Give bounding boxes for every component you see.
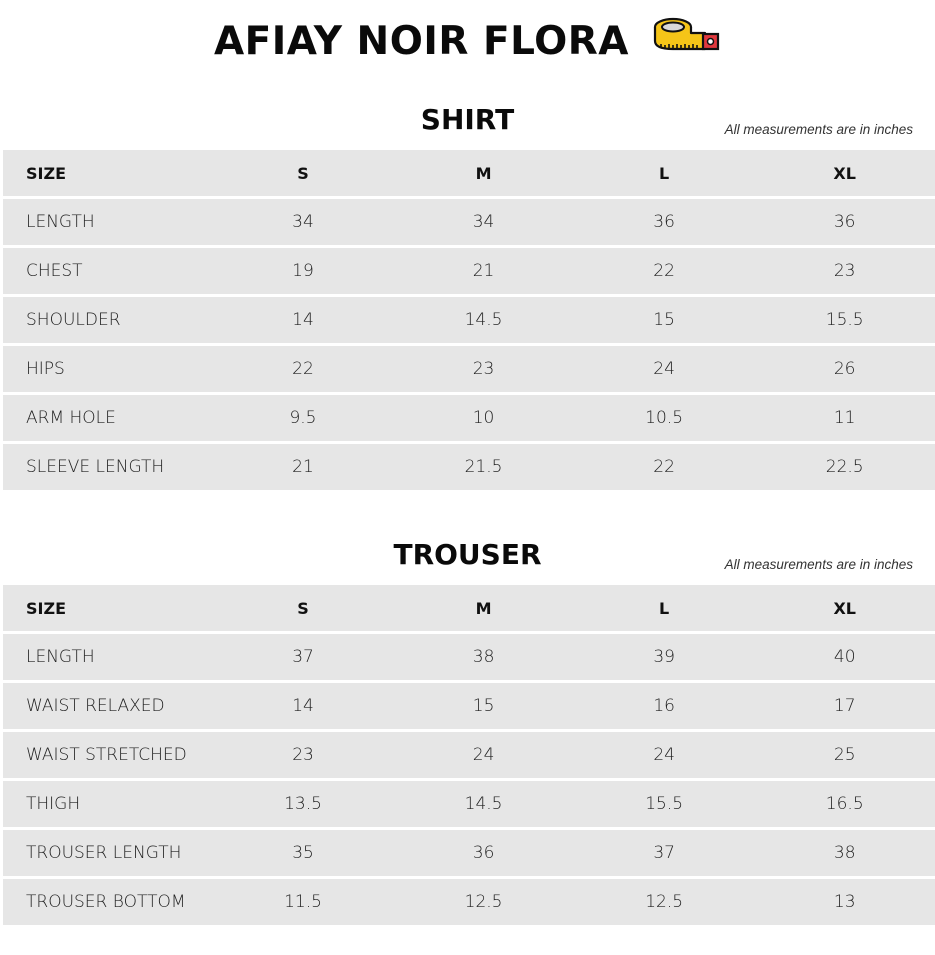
- table-row: [3, 781, 935, 827]
- shirt-size-table: [3, 147, 935, 493]
- column-header-size: SIZE: [3, 585, 213, 631]
- row-label: LENGTH: [3, 634, 213, 680]
- cell-l: 22: [574, 248, 755, 294]
- cell-l: 16: [574, 683, 755, 729]
- cell-xl: 13: [754, 879, 935, 925]
- cell-s: 11.5: [213, 879, 394, 925]
- row-label: SHOULDER: [3, 297, 213, 343]
- cell-s: 22: [213, 346, 394, 392]
- cell-l: 24: [574, 346, 755, 392]
- cell-s: 14: [213, 683, 394, 729]
- row-label: TROUSER BOTTOM: [3, 879, 213, 925]
- cell-m: 36: [393, 830, 574, 876]
- table-row: [3, 634, 935, 680]
- cell-xl: 11: [754, 395, 935, 441]
- table-row: [3, 444, 935, 490]
- cell-s: 34: [213, 199, 394, 245]
- cell-s: 19: [213, 248, 394, 294]
- row-label: WAIST RELAXED: [3, 683, 213, 729]
- cell-s: 37: [213, 634, 394, 680]
- cell-m: 14.5: [393, 297, 574, 343]
- row-label: TROUSER LENGTH: [3, 830, 213, 876]
- measuring-tape-icon: [651, 15, 721, 67]
- shirt-measurement-note: All measurements are in inches: [724, 122, 913, 137]
- table-row: [3, 297, 935, 343]
- cell-xl: 26: [754, 346, 935, 392]
- cell-s: 14: [213, 297, 394, 343]
- cell-m: 21.5: [393, 444, 574, 490]
- table-row: [3, 879, 935, 925]
- shirt-table-header-row: [3, 150, 935, 196]
- column-header-s: S: [213, 585, 394, 631]
- column-header-xl: XL: [754, 585, 935, 631]
- cell-l: 10.5: [574, 395, 755, 441]
- cell-l: 12.5: [574, 879, 755, 925]
- cell-l: 36: [574, 199, 755, 245]
- cell-m: 23: [393, 346, 574, 392]
- cell-s: 21: [213, 444, 394, 490]
- column-header-s: S: [213, 150, 394, 196]
- cell-xl: 17: [754, 683, 935, 729]
- cell-m: 10: [393, 395, 574, 441]
- table-row: [3, 395, 935, 441]
- table-row: [3, 199, 935, 245]
- shirt-section-title: SHIRT: [420, 103, 515, 136]
- cell-xl: 25: [754, 732, 935, 778]
- cell-m: 24: [393, 732, 574, 778]
- table-row: [3, 346, 935, 392]
- cell-l: 24: [574, 732, 755, 778]
- row-label: THIGH: [3, 781, 213, 827]
- cell-l: 15.5: [574, 781, 755, 827]
- cell-xl: 22.5: [754, 444, 935, 490]
- cell-s: 23: [213, 732, 394, 778]
- cell-m: 15: [393, 683, 574, 729]
- cell-m: 12.5: [393, 879, 574, 925]
- trouser-section-title: TROUSER: [393, 538, 542, 571]
- column-header-m: M: [393, 150, 574, 196]
- cell-xl: 23: [754, 248, 935, 294]
- cell-l: 15: [574, 297, 755, 343]
- cell-xl: 40: [754, 634, 935, 680]
- brand-title-text: AFIAY NOIR FLORA: [213, 19, 629, 64]
- cell-m: 38: [393, 634, 574, 680]
- cell-m: 14.5: [393, 781, 574, 827]
- cell-l: 22: [574, 444, 755, 490]
- column-header-l: L: [574, 585, 755, 631]
- row-label: SLEEVE LENGTH: [3, 444, 213, 490]
- column-header-l: L: [574, 150, 755, 196]
- cell-l: 39: [574, 634, 755, 680]
- column-header-xl: XL: [754, 150, 935, 196]
- cell-xl: 38: [754, 830, 935, 876]
- table-row: [3, 248, 935, 294]
- column-header-size: SIZE: [3, 150, 213, 196]
- trouser-size-table: [3, 582, 935, 928]
- cell-xl: 15.5: [754, 297, 935, 343]
- row-label: WAIST STRETCHED: [3, 732, 213, 778]
- row-label: CHEST: [3, 248, 213, 294]
- cell-s: 35: [213, 830, 394, 876]
- row-label: ARM HOLE: [3, 395, 213, 441]
- cell-s: 13.5: [213, 781, 394, 827]
- column-header-m: M: [393, 585, 574, 631]
- cell-xl: 36: [754, 199, 935, 245]
- brand-title: [0, 16, 935, 68]
- cell-xl: 16.5: [754, 781, 935, 827]
- row-label: LENGTH: [3, 199, 213, 245]
- table-row: [3, 732, 935, 778]
- cell-l: 37: [574, 830, 755, 876]
- table-row: [3, 683, 935, 729]
- row-label: HIPS: [3, 346, 213, 392]
- trouser-measurement-note: All measurements are in inches: [724, 557, 913, 572]
- cell-m: 34: [393, 199, 574, 245]
- cell-m: 21: [393, 248, 574, 294]
- cell-s: 9.5: [213, 395, 394, 441]
- table-row: [3, 830, 935, 876]
- trouser-table-header-row: [3, 585, 935, 631]
